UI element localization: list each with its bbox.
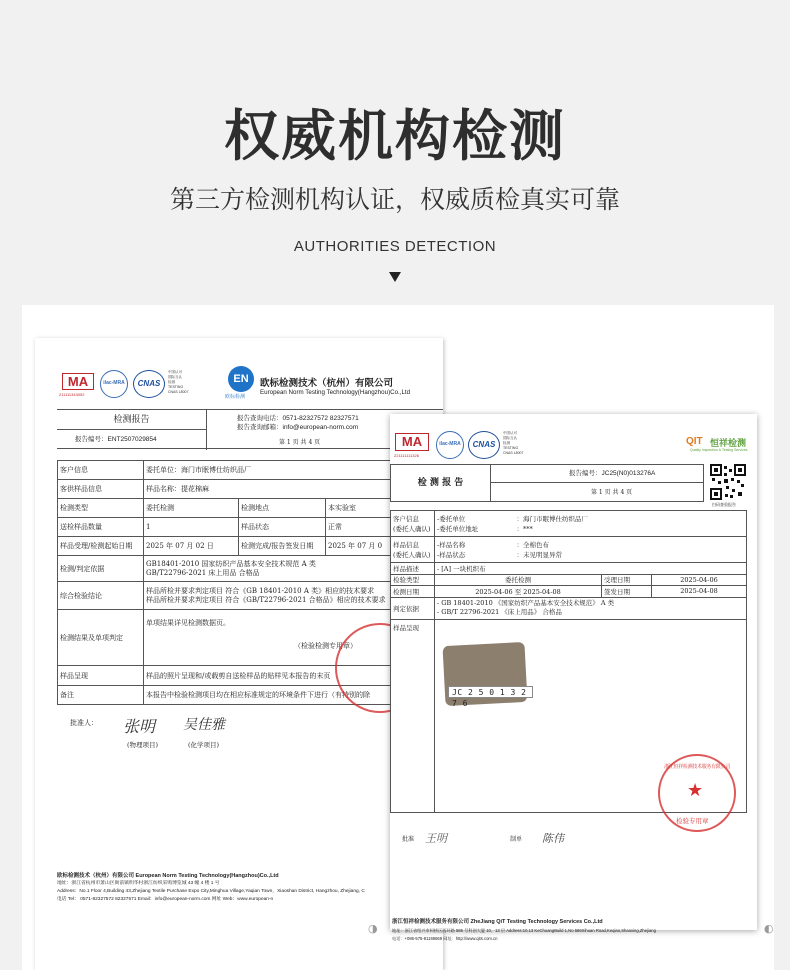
report-number: 报告编号：JC25(N0)013276A xyxy=(491,465,703,483)
footer-address-cn: 地址：浙江省杭州市萧山区衙前镇明华村浙江纺织采购博览城 43 幢 4 楼 1 号 xyxy=(57,881,220,886)
report-page: 第 1 页 共 4 页 xyxy=(279,439,321,446)
footer-address-en: Address：No.1 Floor 4,Building 43,Zhejiang Textile Purchase Expo City,Minghua Village,Yaqian Town，Xiaoshan District, Hangzhou, Zhejiang, C xyxy=(57,889,365,894)
page-subtitle: 第三方检测机构认证，权威质检真实可靠 xyxy=(169,185,620,214)
client-label-cell: 客户信息 (委托人确认) xyxy=(391,511,435,537)
table-row xyxy=(391,537,747,563)
company-name-cn: 欧标检测技术（杭州）有限公司 xyxy=(260,378,394,389)
table-row xyxy=(58,499,444,518)
table-row xyxy=(58,582,444,610)
table-cell: 综合检验结论 xyxy=(58,582,144,610)
table-cell: 委托检测 xyxy=(435,574,602,586)
table-row xyxy=(391,586,747,598)
footer-company: 浙江恒祥检测技术服务有限公司 ZheJiang QiT Testing Technology Services Co.,Ltd xyxy=(392,919,603,925)
qr-caption: 扫码查验报告 xyxy=(712,502,736,507)
registration-mark-left-icon: ◑ xyxy=(368,922,378,935)
table-cell: 2025 年 07 月 0 xyxy=(326,537,444,556)
make-label: 制单 xyxy=(510,836,523,843)
table-cell: 检验类型 xyxy=(391,574,435,586)
table-row xyxy=(58,480,444,499)
sample-code-label: JC 2 5 0 1 3 2 7 6 xyxy=(448,686,533,698)
table-cell: 样品名称：提花棉麻 xyxy=(144,480,444,499)
ma-number: 211111343052 xyxy=(59,392,85,397)
cnas-logo-icon: CNAS xyxy=(133,370,165,398)
table-cell: 检测地点 xyxy=(239,499,326,518)
qit-logo-icon: QIT xyxy=(686,436,703,447)
report-title-block xyxy=(57,409,443,449)
en-logo-caption: 欧标检测 xyxy=(225,394,246,400)
table-cell: 2025-04-08 xyxy=(652,586,747,598)
report-document-european-norm xyxy=(35,338,443,970)
table-row xyxy=(58,518,444,537)
table-cell: 样品呈现 xyxy=(58,666,144,686)
table-cell: 受理日期 xyxy=(602,574,652,586)
signature-physics: 张明 xyxy=(123,717,156,736)
make-signature: 陈伟 xyxy=(542,832,564,845)
ilac-mra-logo-icon: ilac-MRA xyxy=(100,370,128,398)
client-value-cell: ：海门市眠博仕纺织品厂 ：*** xyxy=(515,511,747,537)
ilac-mra-logo-icon: ilac-MRA xyxy=(436,431,464,459)
footer-company: 欧标检测技术（杭州）有限公司 European Norm Testing Technology(Hangzhou)Co.,Ltd xyxy=(57,873,279,879)
qit-brand-name: 恒祥检测 xyxy=(710,439,747,449)
sample-value-cell: ：全棉色布 ：未见明显异常 xyxy=(515,537,747,563)
sample-field-cell: -样品名称 -样品状态 xyxy=(435,537,515,563)
table-cell: 委托检测 xyxy=(144,499,239,518)
approve-label: 批准 xyxy=(402,836,415,843)
signature-chemistry-role: (化学项目) xyxy=(188,741,220,749)
page-header xyxy=(0,0,790,300)
table-cell: 委托单位：海门市眠博仕纺织品厂 xyxy=(144,461,444,480)
table-cell: 样品描述 xyxy=(391,563,435,575)
report-title: 检测报告 xyxy=(57,410,207,430)
ma-logo-icon: MA xyxy=(395,433,429,451)
client-field-cell: -委托单位 -委托单位地址 xyxy=(435,511,515,537)
conclusion-cell: 样品所检并要求判定项目 符合《GB 18401-2010 A 类》相应的技术要求 样品所检并要求判定项目 符合《GB/T22796-2021 合格品》相应的技术要求 xyxy=(144,582,444,610)
table-cell: 1 xyxy=(144,518,239,537)
report-number: 报告编号：ENT2507029854 xyxy=(57,430,207,450)
qit-tagline: Quality Inspection & Testing Services xyxy=(690,448,748,452)
report-query-email: 报告查询邮箱：info@european-norm.com xyxy=(237,424,359,431)
table-cell: 2025-04-06 xyxy=(652,574,747,586)
page-english-title: AUTHORITIES DETECTION xyxy=(293,238,497,255)
table-row xyxy=(58,461,444,480)
qr-code-icon xyxy=(710,464,746,500)
table-cell: 正常 xyxy=(326,518,444,537)
cnas-description: 中国认可 国际互认 检测 TESTING CNAS L8007 xyxy=(503,431,524,455)
table-row xyxy=(391,597,747,619)
table-cell: 样品受理/检测起始日期 xyxy=(58,537,144,556)
table-cell: 样品呈现 xyxy=(391,619,435,812)
company-name-en: European Norm Testing Technology(Hangzhou)Co.,Ltd xyxy=(260,389,411,396)
table-cell: 检测完成/报告签发日期 xyxy=(239,537,326,556)
table-cell: 判定依据 xyxy=(391,597,435,619)
report-title-block xyxy=(390,464,704,502)
table-row xyxy=(391,511,747,537)
table-cell: 样品的照片呈现和/或载剪自送检样品的贴样见本报告的末页 xyxy=(144,666,444,686)
table-row xyxy=(58,537,444,556)
ma-number: 221111111326 xyxy=(394,453,419,458)
table-row xyxy=(391,574,747,586)
approve-signature: 王明 xyxy=(425,832,447,845)
table-cell: 检测日期 xyxy=(391,586,435,598)
signature-chemistry: 吴佳雅 xyxy=(183,717,225,733)
footer-contact: 电话 Tel： 0571-82327572 82327571 Email：info@european-norm.com 网址 Web：www.european-n xyxy=(57,897,274,902)
table-cell: 样品状态 xyxy=(239,518,326,537)
stamp-star-icon: ★ xyxy=(687,780,704,801)
cnas-logo-icon: CNAS xyxy=(468,431,500,459)
table-cell: 2025-04-06 至 2025-04-08 xyxy=(435,586,602,598)
table-cell: 检测/判定依据 xyxy=(58,556,144,582)
stamp-company: 浙江恒祥检测技术服务有限公司 xyxy=(664,764,730,770)
table-cell: 送检样品数量 xyxy=(58,518,144,537)
basis-cell: GB18401-2010 国家纺织产品基本安全技术规范 A 类 GB/T22796-2021 床上用品 合格品 xyxy=(144,556,444,582)
table-cell: 检测类型 xyxy=(58,499,144,518)
approver-label: 批准人： xyxy=(70,719,98,727)
table-cell: 2025 年 07 月 02 日 xyxy=(144,537,239,556)
footer-tel: 电话：+086-575-81169669 网址：http://www.qits.com.cn xyxy=(392,936,498,941)
en-logo-icon: EN xyxy=(228,366,254,392)
table-cell: 客户信息 xyxy=(58,461,144,480)
cnas-description: 中国认可 国际互认 检测 TESTING CNAS L8007 xyxy=(168,370,189,394)
report-page: 第 1 页 共 4 页 xyxy=(591,489,633,496)
sample-label-cell: 样品信息 (委托人确认) xyxy=(391,537,435,563)
table-cell: - [A] 一块机织布 xyxy=(435,563,747,575)
down-arrow-icon xyxy=(389,272,401,282)
table-cell: 签发日期 xyxy=(602,586,652,598)
table-row xyxy=(391,563,747,575)
report-query-phone: 报告查询电话：0571-82327572 82327571 xyxy=(237,415,359,422)
signature-physics-role: (物理项目) xyxy=(127,741,159,749)
stamp-title: 检验专用章 xyxy=(676,817,709,825)
table-cell: 检测结果及单项判定 xyxy=(58,610,144,666)
registration-mark-right-icon: ◐ xyxy=(764,922,774,935)
table-cell: 本实验室 xyxy=(326,499,444,518)
basis-cell: - GB 18401-2010 《国家纺织产品基本安全技术规范》 A 类 - GB/T 22796-2021 《床上用品》 合格品 xyxy=(435,597,747,619)
page-title: 权威机构检测 xyxy=(223,104,566,168)
footer-address: 地址：浙江省绍兴市柯桥区西环路 586 号科创大厦 10、13 层 Address:10,13 KeChuangBuild 1,No 586Xihuan Road,Keqiao,Shaoxing,Zhejiang xyxy=(392,928,656,933)
table-cell: 备注 xyxy=(58,686,144,705)
report-title: 检 测 报 告 xyxy=(391,465,491,501)
ma-logo-icon: MA xyxy=(62,373,94,390)
result-cell: 单项结果详见检测数据页。 （检验检测专用章） xyxy=(144,610,444,666)
table-row xyxy=(58,556,444,582)
table-cell: 本报告中检验检测项目均在相应标准规定的环境条件下进行（有特别的除 xyxy=(144,686,444,705)
table-cell: 客供样品信息 xyxy=(58,480,144,499)
